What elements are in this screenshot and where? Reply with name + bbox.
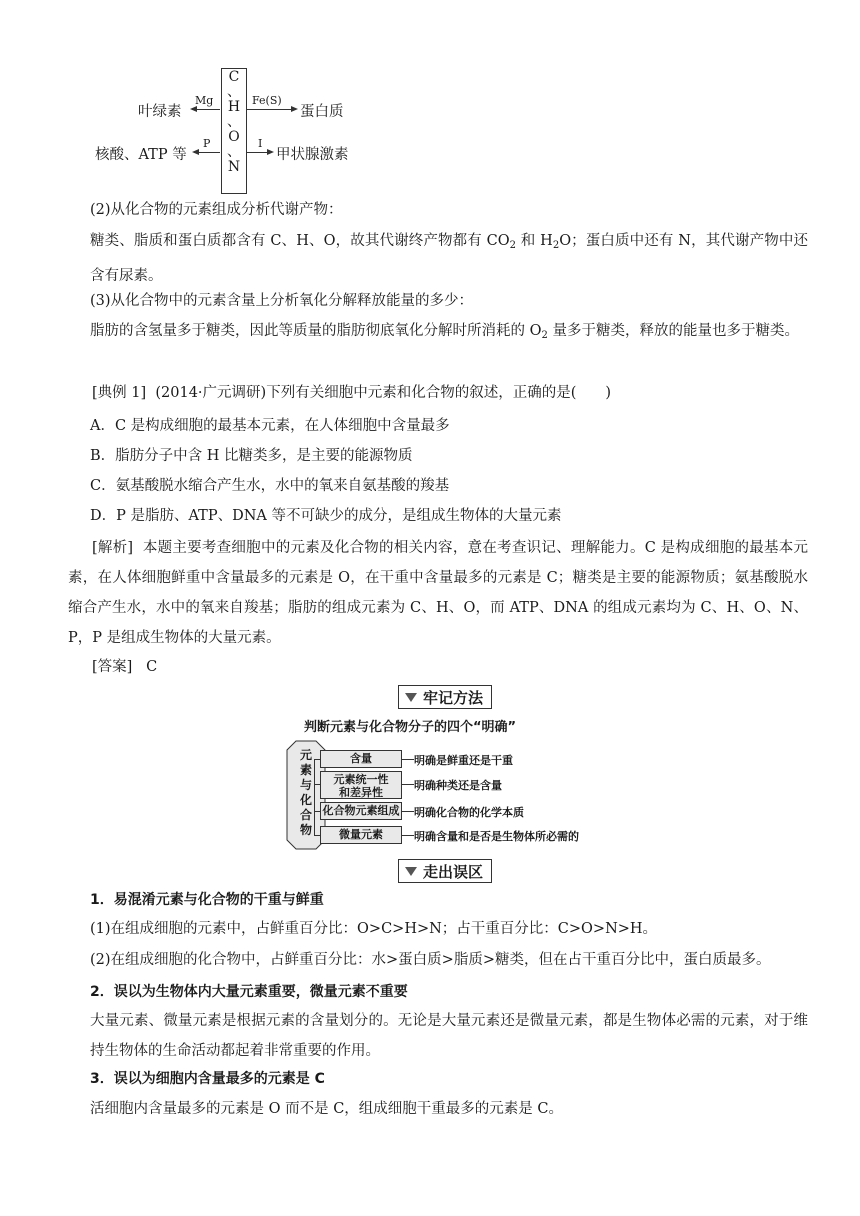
connector — [402, 811, 414, 812]
mistakes-badge — [398, 859, 492, 883]
section3-title: (3)从化合物中的元素含量上分析氧化分解释放能量的多少： — [90, 293, 474, 309]
option-c: C．氨基酸脱水缩合产生水，水中的氧来自氨基酸的羧基 — [90, 478, 450, 494]
branch-unity-desc: 明确种类还是含量 — [414, 779, 502, 792]
connector — [402, 759, 414, 760]
element-o: O — [228, 129, 240, 145]
thyroxine-label: 甲状腺激素 — [276, 147, 349, 163]
method-title: 判断元素与化合物分子的四个“明确” — [304, 720, 517, 735]
example-question — [92, 382, 812, 404]
element-column — [221, 70, 247, 175]
analysis-paragraph — [68, 533, 808, 653]
section3-body: 脂肪的含氢量多于糖类，因此等质量的脂肪彻底氧化分解时所消耗的 $O_2$ 量多于糖类，释放的能量也多于糖类。 — [90, 323, 799, 341]
answer-line — [92, 656, 812, 678]
arrow-fe — [247, 109, 293, 110]
element-c: C — [228, 69, 240, 85]
option-d: D．P 是脂肪、ATP、DNA 等不可缺少的成分，是组成生物体的大量元素 — [90, 508, 562, 524]
mg-label: Mg — [195, 94, 214, 107]
connector — [314, 760, 315, 836]
example-tag: [典例 1] — [92, 385, 147, 401]
mistake-1-heading: 1．易混淆元素与化合物的干重与鲜重 — [90, 892, 324, 908]
section2-body: 糖类、脂质和蛋白质都含有 C、H、O，故其代谢终产物都有 $CO_2$ 和 $H_2O$；蛋白质中还有 N，其代谢产物中还含有尿素。 — [90, 233, 808, 284]
arrowhead-right — [291, 106, 298, 112]
branch-unity: 元素统一性 和差异性 — [320, 771, 402, 799]
mistake-1-line-2: (2)在组成细胞的化合物中，占鲜重百分比：水>蛋白质>脂质>糖类，但在占干重百分比中，蛋白质最多。 — [90, 952, 771, 968]
mistake-3-body: 活细胞内含量最多的元素是 O 而不是 C，组成细胞干重最多的元素是 C。 — [90, 1101, 564, 1117]
element-sep: 、 — [227, 144, 241, 160]
branch-composition: 化合物元素组成 — [320, 802, 402, 820]
arrowhead-left — [192, 149, 199, 155]
element-sep: 、 — [227, 114, 241, 130]
mistake-2-body: 大量元素、微量元素是根据元素的含量划分的。无论是大量元素还是微量元素，都是生物体必需的元素，对于维持生物体的生命活动都起着非常重要的作用。 — [90, 1013, 808, 1059]
fe-s-label: Fe(S) — [252, 94, 282, 107]
option-b: B．脂肪分子中含 H 比糖类多，是主要的能源物质 — [90, 448, 413, 464]
answer-tag: [答案] — [92, 659, 133, 675]
section2-title: (2)从化合物的元素组成分析代谢产物： — [90, 202, 343, 218]
element-sep: 、 — [227, 84, 241, 100]
answer-value: C — [146, 659, 158, 675]
arrow-i — [247, 152, 269, 153]
branch-trace: 微量元素 — [320, 826, 402, 844]
mistake-1-line-1: (1)在组成细胞的元素中，占鲜重百分比：O>C>H>N；占干重百分比：C>O>N>H。 — [90, 921, 658, 937]
analysis-text: 本题主要考查细胞中的元素及化合物的相关内容，意在考查识记、理解能力。C 是构成细胞的最基本元素，在人体细胞鲜重中含量最多的元素是 O，在干重中含量最多的元素是 C；糖类是主要的能源物质；氨基酸脱水缩合产生水，水中的氧来自羧基；脂肪的组成元素为 C、H、O，而 ATP、DNA 的组成元素均为 C、H、O、N、P，P 是组成生物体的大量元素。 — [68, 540, 809, 646]
connector — [402, 835, 414, 836]
mistakes-badge-label: 走出误区 — [423, 862, 484, 881]
element-n: N — [227, 159, 241, 175]
connector — [402, 784, 414, 785]
down-triangle-icon — [405, 693, 417, 702]
protein-label: 蛋白质 — [300, 104, 344, 120]
p-label: P — [203, 137, 211, 150]
element-h: H — [227, 99, 241, 115]
arrowhead-left — [190, 106, 197, 112]
branch-composition-desc: 明确化合物的化学本质 — [414, 806, 524, 819]
method-badge-label: 牢记方法 — [423, 688, 484, 707]
branch-content-desc: 明确是鲜重还是干重 — [414, 754, 513, 767]
example-source: (2014·广元调研) — [155, 385, 267, 401]
mind-map-root-label: 元素与化合物 — [299, 748, 312, 837]
branch-content: 含量 — [320, 750, 402, 768]
i-label: I — [258, 137, 263, 150]
down-triangle-icon — [405, 867, 417, 876]
arrowhead-right — [267, 149, 274, 155]
mistake-3-heading: 3．误以为细胞内含量最多的元素是 C — [90, 1071, 325, 1087]
branch-trace-desc: 明确含量和是否是生物体所必需的 — [414, 830, 579, 843]
nucleic-acid-label: 核酸、ATP 等 — [95, 147, 187, 163]
mistake-2-heading: 2．误以为生物体内大量元素重要，微量元素不重要 — [90, 984, 408, 1000]
chlorophyll-label: 叶绿素 — [138, 104, 182, 120]
analysis-tag: [解析] — [92, 540, 134, 556]
example-question-text: 下列有关细胞中元素和化合物的叙述，正确的是( ) — [266, 385, 612, 401]
method-badge — [398, 685, 492, 709]
option-a: A．C 是构成细胞的最基本元素，在人体细胞中含量最多 — [90, 418, 450, 434]
